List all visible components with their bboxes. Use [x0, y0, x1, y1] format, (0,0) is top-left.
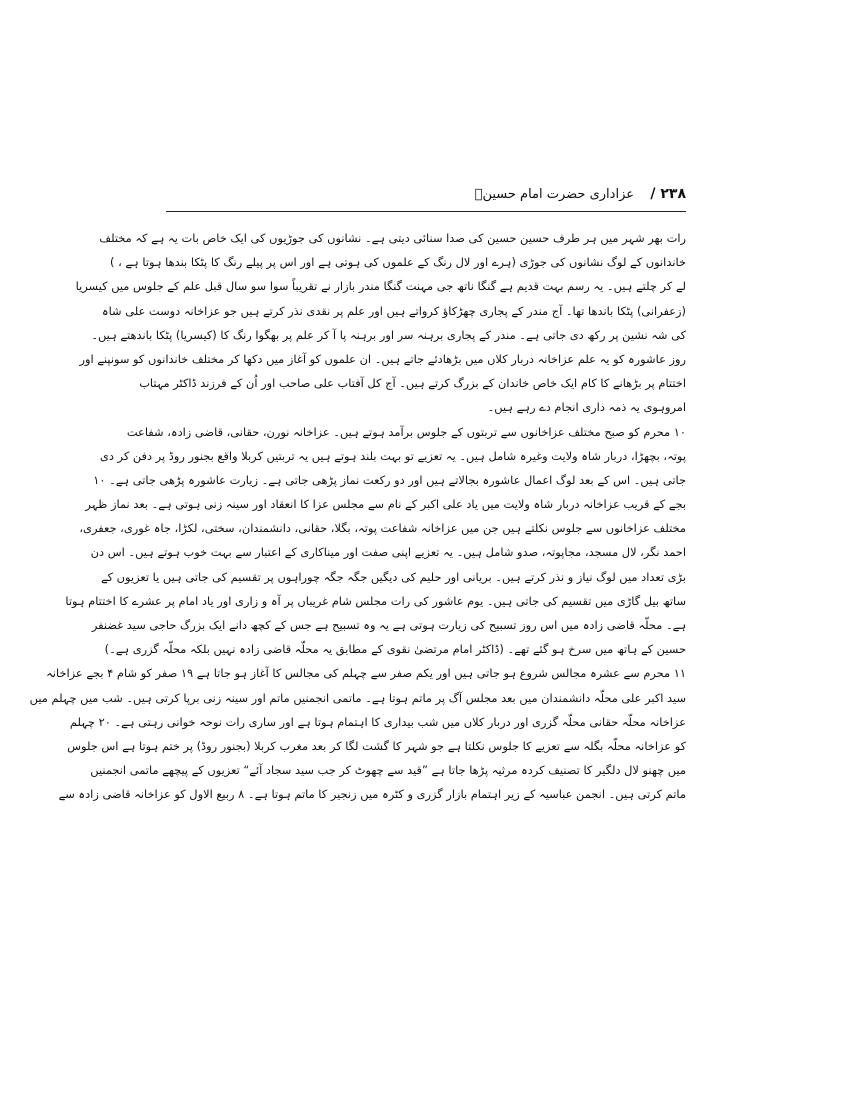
- page-header: [166, 186, 686, 208]
- text-line: (زعفرانی) پٹکا باندھا تھا۔ آج مندر کے پجاری چھڑکاؤ کرواتے ہیں اور علم پر نقدی نذر کرتے ہیں جو عزاخانہ دوست علی شاہ: [101, 303, 686, 318]
- text-line: ساتھ بیل گاڑی میں تقسیم کی جاتی ہیں۔ یوم عاشور کی رات مجلس شام غریباں پر آہ و زاری اور یاد امام پر عشرے کا اختتام ہوتا: [65, 593, 686, 608]
- text-line: ۱۰ محرم کو صبح مختلف عزاخانوں سے تربتوں کے جلوس برآمد ہوتے ہیں۔ عزاخانہ نورن، حقانی، قاضی زادہ، شفاعت: [126, 424, 686, 439]
- text-line: بڑی تعداد میں لوگ نیاز و نذر کرتے ہیں۔ بریانی اور حلیم کی دیگیں جگہ جگہ چوراہوں پر تقسیم کی جاتی ہیں یا تعزیوں کے: [100, 569, 686, 584]
- text-line: رات بھر شہر میں ہر طرف حسین حسین کی صدا سنائی دیتی ہے۔ نشانوں کی جوڑیوں کی ایک خاص بات یہ ہے کہ مختلف: [99, 231, 686, 245]
- text-line: حسین کے ہاتھ میں سرخ ہو گئے تھے۔ (ڈاکٹر امام مرتضیٰ نقوی کے مطابق یہ محلّہ قاضی زادہ نہیں بلکہ محلّہ گزری ہے۔): [104, 642, 686, 657]
- text-line: ہے۔ محلّہ قاضی زادہ میں اس روز تسبیح کی زیارت ہوتی ہے یہ وہ تسبیح ہے جس کے کچھ دانے ایک بزرگ حاجی سید غضنفر: [91, 618, 686, 632]
- text-line: خاندانوں کے لوگ نشانوں کی جوڑی (ہرے اور لال رنگ کے علموں کی ہوتی ہے اور اس پر پیلے رنگ کا پٹکا بندھا ہوتا ہے ، ): [110, 255, 686, 270]
- text-line: اختتام پر بڑھانے کا کام ایک خاص خاندان کے بزرگ کرتے ہیں۔ آج کل آفتاب علی صاحب اور اُن کے فرزند ڈاکٹر مہتاب: [139, 376, 686, 391]
- text-line: ۱۱ محرم سے عشرہ مجالس شروع ہو جاتی ہیں اور یکم صفر سے چہلم کی مجالس کا آغاز ہو جاتا ہے ۱۹ صفر کو شام ۴ بجے عزاخانہ: [46, 666, 686, 681]
- header-separator: /: [650, 186, 656, 202]
- text-line: سید اکبر علی محلّہ دانشمندان میں بعد مجلس آگ پر ماتم ہوتا ہے۔ ماتمی انجمنیں ماتم اور سینہ زنی برپا کرتی ہیں۔ شب میں چہلم میں: [29, 690, 686, 705]
- text-line: احمد نگر، لال مسجد، مجاپوتہ، صدو شامل ہیں۔ یہ تعزیے اپنی صفت اور میناکاری کے اعتبار سے بہت خوب ہوتے ہیں۔ اس دن: [90, 545, 686, 560]
- text-line: کی شہ نشین پر رکھ دی جاتی ہے۔ مندر کے پجاری برہنہ سر اور برہنہ پا آ کر علم پر بھگوا رنگ کا (کیسریا) پٹکا باندھتے ہیں۔: [91, 327, 686, 342]
- text-line: عزاخانہ محلّہ حقانی محلّہ گزری اور دربار کلاں میں شب بیداری کا اہتمام ہوتا ہے اور ساری رات نوحہ خوانی رہتی ہے۔ ۲۰ چہلم: [69, 714, 686, 729]
- text-line: ماتم کرتی ہیں۔ انجمن عباسیہ کے زیر اہتمام بازار گزری و کٹرہ میں زنجیر کا ماتم ہوتا ہے۔ ۸ ربیع الاول کو عزاخانہ قاضی زادہ سے: [58, 787, 686, 802]
- page-number: [650, 186, 686, 202]
- text-line: امروہوی یہ ذمہ داری انجام دے رہے ہیں۔: [487, 400, 686, 415]
- text-line: کو عزاخانہ محلّہ بگلہ سے تعزیے کا جلوس نکلتا ہے جو شہر کا گشت لگا کر بعد مغرب کربلا (بجنور روڈ) پر ختم ہوتا ہے اس جلوس: [67, 738, 686, 753]
- page-body: [29, 226, 686, 807]
- text-line: لے کر چلتے ہیں۔ یہ رسم بہت قدیم ہے گنگا ناتھ جی مہنت گنگا مندر بازار نے تقریباً سوا سو سال قبل علم کے جلوس میں کیسریا: [75, 279, 686, 294]
- text-line: مختلف عزاخانوں سے جلوس نکلتے ہیں جن میں عزاخانہ شفاعت پوتہ، بگلا، حقانی، دانشمندان، سختی، لکڑا، جاہ غوری، جعفری،: [79, 521, 686, 536]
- text-line: جاتی ہیں۔ اس کے بعد لوگ اعمال عاشورہ بجالاتے ہیں اور دو رکعت نماز پڑھی جاتی ہے۔ زیارت عاشورہ پڑھی جاتی ہے۔ ۱۰: [93, 472, 686, 487]
- text-line: میں چھنو لال دلگیر کا تصنیف کردہ مرثیہ پڑھا جاتا ہے ”قید سے چھوٹ کر جب سید سجاد آئے“ تعزیوں کے پیچھے ماتمی انجمنیں: [90, 763, 686, 778]
- header-rule: [166, 211, 686, 212]
- text-line: بجے کے قریب عزاخانہ دربار شاہ ولایت میں یاد علی اکبر کے نام سے مجلس عزا کا انعقاد اور سینہ زنی ہوتی ہے۔ بعد نماز ظہر: [85, 497, 686, 512]
- page-number-value: ۲۳۸: [660, 186, 686, 202]
- running-title: عزاداری حضرت امام حسینؑ: [474, 187, 634, 202]
- text-line: پوتہ، بچھڑا، دربار شاہ ولایت وغیرہ شامل ہیں۔ یہ تعزیے تو بہت بلند ہوتے ہیں یہ تربتیں کربلا واقع بجنور روڈ پر دفن کر دی: [99, 448, 686, 463]
- text-line: روز عاشورہ کو یہ علم عزاخانہ دربار کلاں میں بڑھادئے جاتے ہیں۔ ان علموں کو آغاز میں دکھا کر مختلف خاندانوں کو سونپنے اور: [79, 351, 686, 366]
